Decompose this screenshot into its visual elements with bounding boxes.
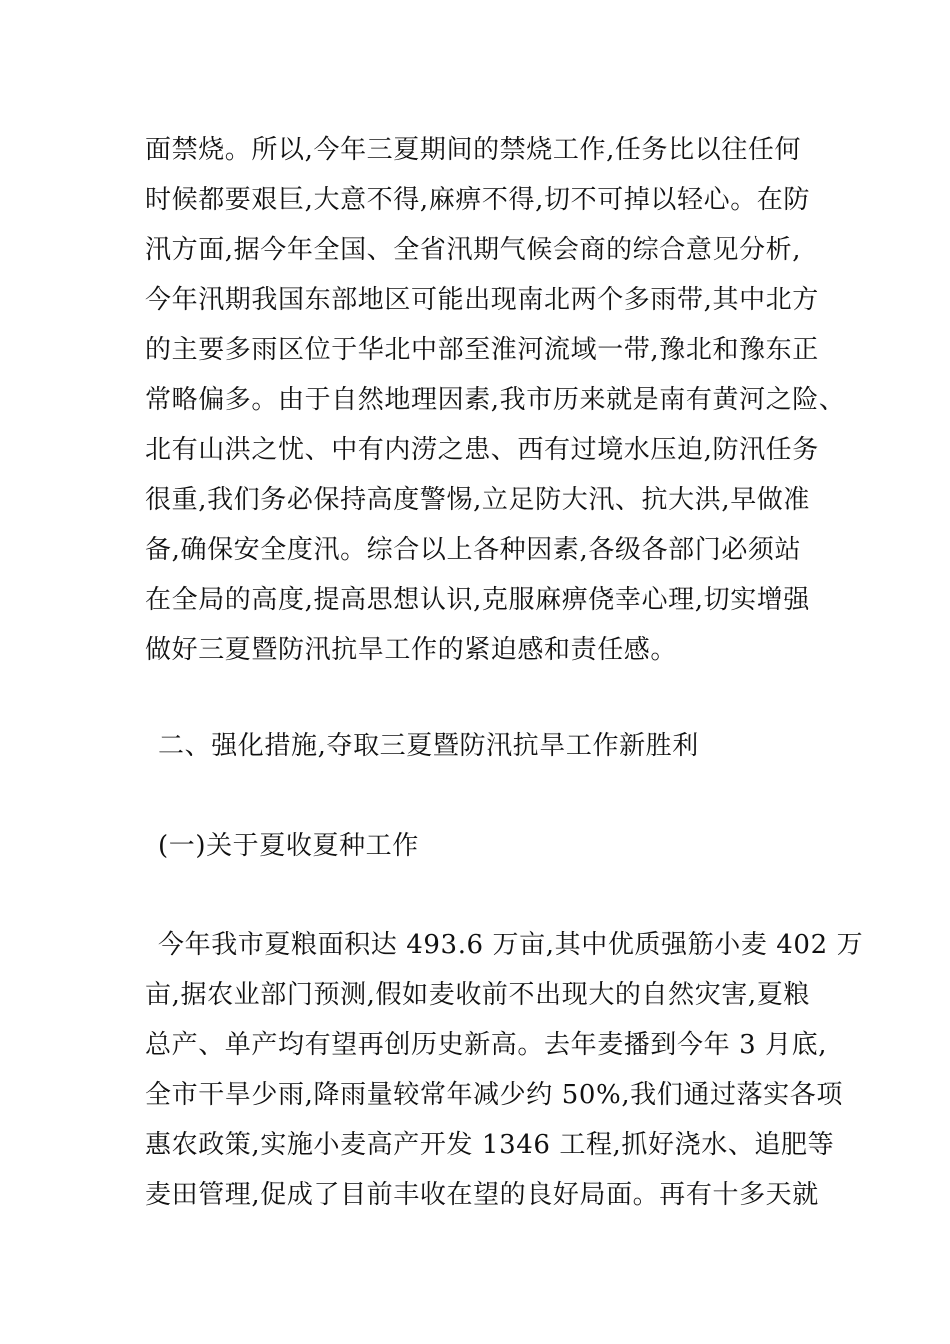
paragraph-line: 备,确保安全度汛。综合以上各种因素,各级各部门必须站 [145, 535, 802, 565]
paragraph-line: 惠农政策,实施小麦高产开发 1346 工程,抓好浇水、追肥等 [145, 1130, 835, 1160]
paragraph-line: 麦田管理,促成了目前丰收在望的良好局面。再有十多天就 [145, 1180, 819, 1210]
paragraph-line: 总产、单产均有望再创历史新高。去年麦播到今年 3 月底, [145, 1030, 828, 1060]
paragraph-line: 今年汛期我国东部地区可能出现南北两个多雨带,其中北方 [145, 285, 819, 315]
paragraph-line: 很重,我们务必保持高度警惕,立足防大汛、抗大洪,早做准 [145, 485, 810, 515]
paragraph-line: 亩,据农业部门预测,假如麦收前不出现大的自然灾害,夏粮 [145, 980, 810, 1010]
paragraph-line: 汛方面,据今年全国、全省汛期气候会商的综合意见分析, [145, 235, 802, 265]
paragraph-line: 北有山洪之忧、中有内涝之患、西有过境水压迫,防汛任务 [145, 435, 819, 465]
paragraph-line: 的主要多雨区位于华北中部至淮河流域一带,豫北和豫东正 [145, 335, 819, 365]
paragraph-line: 做好三夏暨防汛抗旱工作的紧迫感和责任感。 [145, 635, 678, 665]
paragraph-line: 常略偏多。由于自然地理因素,我市历来就是南有黄河之险、 [145, 385, 846, 415]
section-heading: 二、强化措施,夺取三夏暨防汛抗旱工作新胜利 [158, 731, 699, 761]
paragraph-line: 今年我市夏粮面积达 493.6 万亩,其中优质强筋小麦 402 万 [158, 930, 864, 960]
paragraph-line: 时候都要艰巨,大意不得,麻痹不得,切不可掉以轻心。在防 [145, 185, 810, 215]
subsection-heading: (一)关于夏收夏种工作 [158, 831, 419, 861]
paragraph-line: 全市干旱少雨,降雨量较常年减少约 50%,我们通过落实各项 [145, 1080, 843, 1110]
paragraph-line: 面禁烧。所以,今年三夏期间的禁烧工作,任务比以往任何 [145, 135, 802, 165]
paragraph-line: 在全局的高度,提高思想认识,克服麻痹侥幸心理,切实增强 [145, 585, 810, 615]
